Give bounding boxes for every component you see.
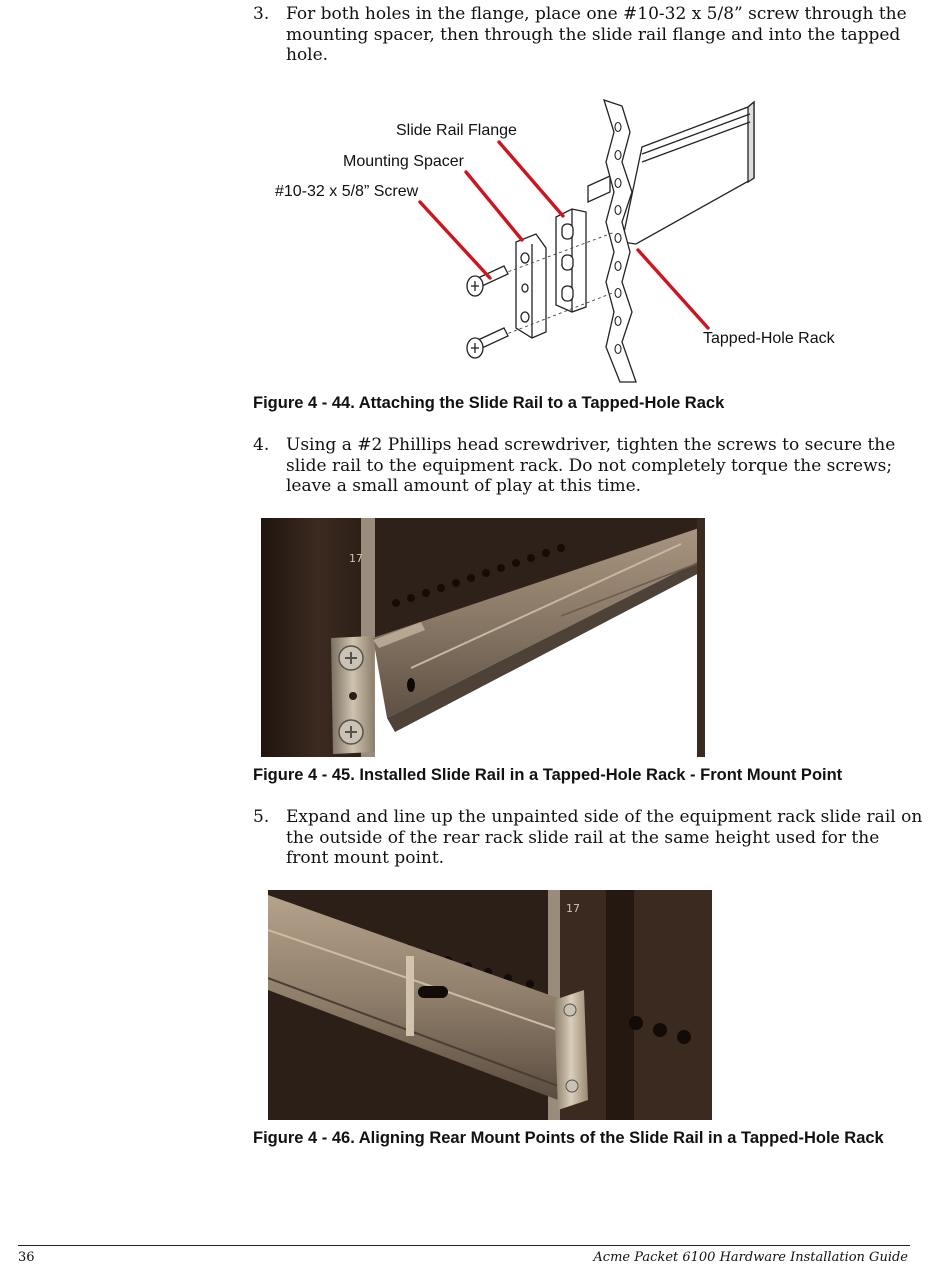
step-text: For both holes in the flange, place one #10-32 x 5/8” screw through the mounting spacer, then through the slide rail flange and into the tapped hole. <box>286 4 907 65</box>
callout-tapped-hole-rack: Tapped-Hole Rack <box>703 330 835 347</box>
step-5 <box>253 807 923 869</box>
rack-unit-label: 17 <box>566 902 580 915</box>
step-text: Using a #2 Phillips head screwdriver, tighten the screws to secure the slide rail to the equipment rack. Do not completely torque the screws; leave a small amount of play at this time. <box>286 435 896 496</box>
mounting-spacer <box>516 234 546 338</box>
rack-unit-label: 17 <box>349 552 363 565</box>
page-number: 36 <box>18 1250 35 1265</box>
step-4 <box>253 435 923 497</box>
figure-caption: Figure 4 - 46. Aligning Rear Mount Points of the Slide Rail in a Tapped-Hole Rack <box>253 1129 884 1147</box>
screw-lower <box>467 328 508 358</box>
callout-screw: #10-32 x 5/8” Screw <box>275 183 419 200</box>
step-number: 4. <box>253 435 270 455</box>
slide-rail-flange <box>556 209 586 312</box>
step-3 <box>253 4 923 66</box>
callout-mounting-spacer: Mounting Spacer <box>343 153 464 170</box>
figure-caption: Figure 4 - 44. Attaching the Slide Rail to a Tapped-Hole Rack <box>253 394 725 412</box>
rear-mount-photo <box>268 890 712 1120</box>
front-mount-photo <box>261 518 705 757</box>
screw-upper <box>467 266 508 296</box>
footer-rule <box>18 1245 910 1246</box>
figure-caption: Figure 4 - 45. Installed Slide Rail in a Tapped-Hole Rack - Front Mount Point <box>253 766 843 784</box>
step-number: 3. <box>253 4 270 24</box>
step-number: 5. <box>253 807 270 827</box>
step-text: Expand and line up the unpainted side of the equipment rack slide rail on the outside of the rear rack slide rail at the same height used for the front mount point. <box>286 807 923 868</box>
callout-slide-rail-flange: Slide Rail Flange <box>396 122 517 139</box>
document-title: Acme Packet 6100 Hardware Installation Guide <box>593 1250 908 1265</box>
